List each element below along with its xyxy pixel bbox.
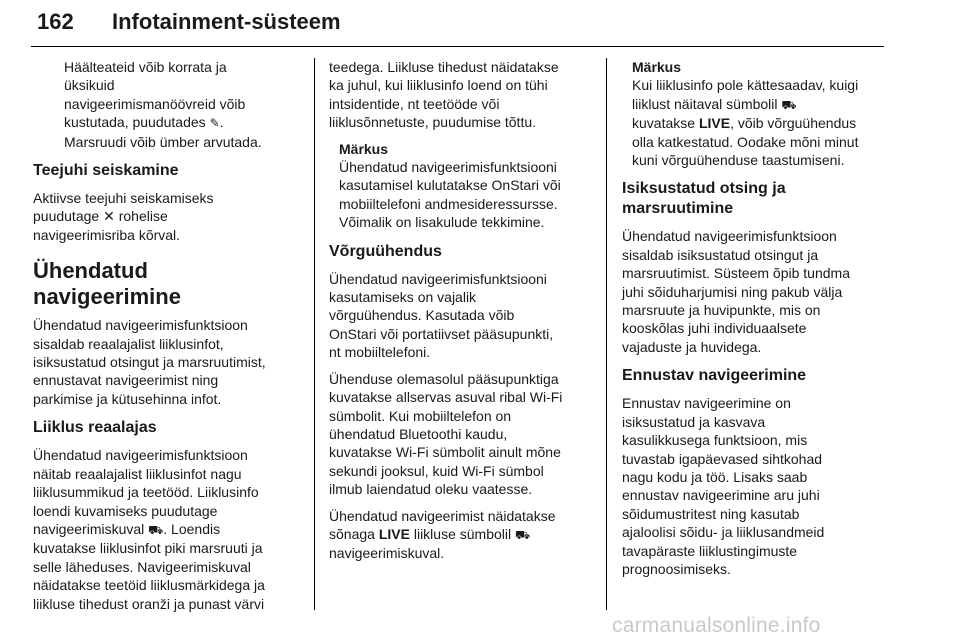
column-3	[622, 58, 892, 586]
live-traffic-paragraph: Ühendatud navigeerimisfunktsioon näitab reaalajalist liiklusinfot nagu liiklusummikud ja teetööd. Liiklusinfo loendi kuvamiseks puudutage navigeerimiskuval ⛟. Loendis kuvatakse liiklusinfot piki marsruuti ja selle läheduses. Navigeerimiskuval näidatakse teetöid liiklusmärkidega ja liikluse tihedust oranži ja punast värvi	[33, 447, 265, 612]
intro-paragraph: Häälteateid võib korrata ja üksikuid navigeerimismanöövreid võib kustutada, puudutades ✎. Marsruudi võib ümber arvutada.	[64, 59, 262, 150]
page-header	[31, 6, 884, 47]
section-title: Infotainment-süsteem	[112, 9, 341, 34]
note-body: Ühendatud navigeerimisfunktsiooni kasutamisel kulutatakse OnStari või mobiiltelefoni andmesideressursse. Võimalik on lisakulude tekkimine.	[339, 159, 561, 231]
network-paragraph-2: Ühenduse olemasolul pääsupunktiga kuvatakse allservas asuval ribal Wi-Fi sümbolit. Kui mobiiltelefon on ühendatud Bluetoothi kaudu, kuvatakse Wi-Fi sümbolit ainult mõne sekundi jooksul, kuid Wi-Fi sümbol ilmub laiendatud oleku vaatesse.	[329, 370, 563, 498]
traffic-density-paragraph: teedega. Liikluse tihedust näidatakse ka juhul, kui liiklusinfo loend on tühi intsidentide, nt teetööde või liiklusõnnetuste, puudumise tõttu.	[329, 59, 559, 131]
connected-navigation-paragraph: Ühendatud navigeerimisfunktsioon sisaldab reaalajalist liiklusinfot, isiksustatud otsingut ja marsruutimist, ennustavat navigeerimist ning parkimise ja kütusehinna infot.	[33, 317, 266, 407]
live-label: LIVE	[698, 115, 731, 132]
traffic-icon: ⛟	[148, 522, 164, 537]
watermark: carmanualsonline.info	[612, 614, 821, 637]
live-paragraph: Ühendatud navigeerimist näidatakse sõnaga LIVE liikluse sümbolil ⛟ navigeerimiskuval.	[329, 507, 556, 562]
traffic-icon: ⛟	[515, 527, 531, 542]
heading-live-traffic: Liiklus reaalajas	[33, 419, 157, 437]
heading-stop-guidance: Teejuhi seiskamine	[33, 162, 179, 180]
heading-predictive-navigation: Ennustav navigeerimine	[622, 367, 807, 385]
note-title: Märkus	[632, 59, 682, 75]
predictive-paragraph: Ennustav navigeerimine on isiksustatud ja kasvava kasulikkusega funktsioon, mis tuvastab igapäevased sihtkohad nagu kodu ja töö. Lisaks saab ennustav navigeerimine aru juhi sõidumustritest ning kasutab ajaloolisi sõidu- ja liiklusandmeid tavapäraste liiklustingimuste prognoosimiseks.	[622, 395, 825, 577]
column-divider-2	[606, 58, 607, 610]
note-box	[329, 140, 597, 232]
live-label: LIVE	[378, 525, 410, 542]
heading-network-connection: Võrguühendus	[329, 242, 442, 260]
heading-connected-navigation: Ühendatud navigeerimine	[33, 258, 181, 310]
column-divider-1	[314, 58, 315, 610]
pencil-icon: ✎	[209, 116, 220, 131]
close-icon: ✕	[103, 208, 115, 225]
heading-personalized-search: Isiksustatud otsing ja marsruutimine	[622, 180, 786, 218]
network-paragraph-1: Ühendatud navigeerimisfunktsiooni kasutamiseks on vajalik võrguühendus. Kasutada võib OnStari või portatiivset pääsupunkti, nt mobiiltelefoni.	[329, 270, 554, 361]
traffic-icon: ⛟	[781, 97, 797, 112]
note-box	[622, 58, 892, 169]
stop-guidance-paragraph: Aktiivse teejuhi seiskamiseks puudutage ✕ rohelise navigeerimisriba kõrval.	[33, 190, 214, 243]
column-2	[329, 58, 597, 571]
note-body: Kui liiklusinfo pole kättesaadav, kuigi liiklust näitaval sümbolil ⛟ kuvatakse LIVE, võib võrguühendus olla katkestatud. Oodake mõni minut kuni võrguühenduse taastumiseni.	[632, 77, 859, 169]
page-number: 162	[37, 9, 74, 34]
personalized-paragraph: Ühendatud navigeerimisfunktsioon sisaldab isiksustatud otsingut ja marsruutimist. Süsteem õpib tundma juhi sõiduharjumisi ning pakub välja marsruute ja huvipunkte, mis on kooskõlas juhi individuaalsete vajaduste ja huvidega.	[622, 228, 850, 355]
note-title: Märkus	[339, 140, 389, 157]
column-1	[33, 58, 301, 621]
